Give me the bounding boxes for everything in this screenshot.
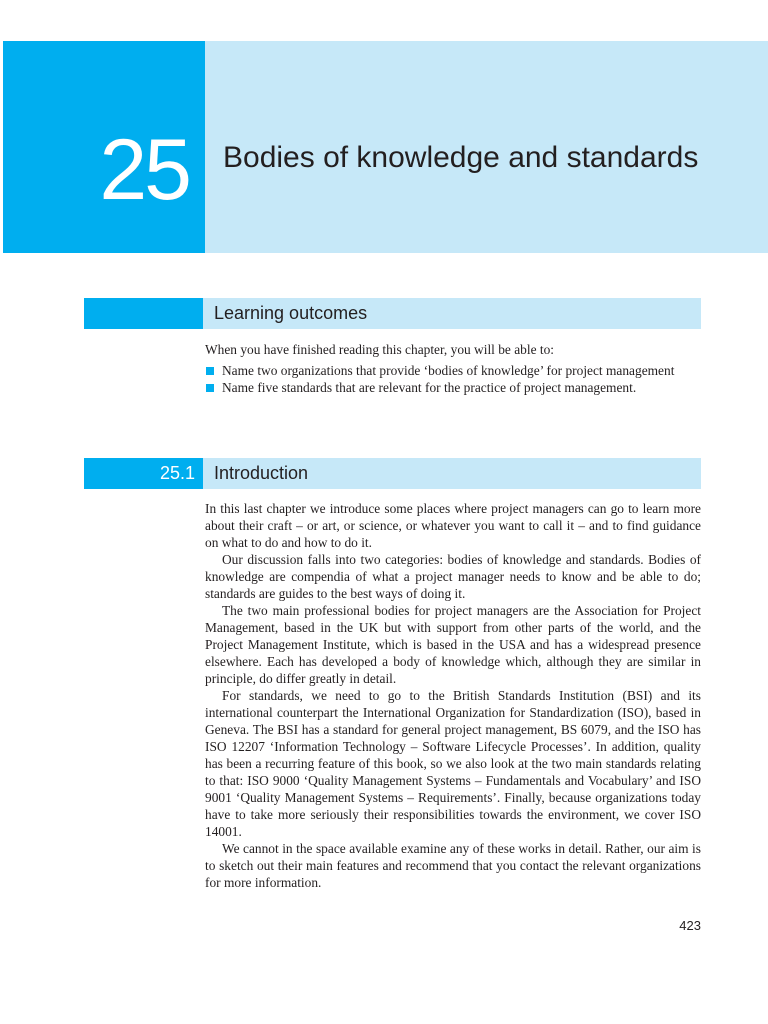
bullet-square-icon xyxy=(206,367,214,375)
page-number: 423 xyxy=(679,918,701,933)
section-heading: Introduction xyxy=(214,463,309,483)
list-item-text: Name two organizations that provide ‘bodies of knowledge’ for project management xyxy=(222,363,675,378)
chapter-number-block xyxy=(3,41,205,253)
chapter-number: 25 xyxy=(99,122,189,218)
learning-outcomes-marker xyxy=(84,298,203,329)
paragraph: In this last chapter we introduce some places where project managers can go to learn more about their craft – or art, or science, or whatever you want to call it – and to find guidance on what to do and how to do it. xyxy=(205,501,701,550)
learning-outcomes-heading: Learning outcomes xyxy=(214,303,368,323)
section-number-block xyxy=(84,458,203,489)
section-body xyxy=(205,500,701,891)
paragraph: Our discussion falls into two categories: bodies of knowledge and standards. Bodies of knowledge are compendia of what a project manager needs to know and be able to do; standards are guides to the best ways of doing it. xyxy=(205,552,701,601)
chapter-banner xyxy=(3,41,768,253)
list-item xyxy=(205,379,701,396)
paragraph: We cannot in the space available examine any of these works in detail. Rather, our aim is to sketch out their main features and recommend that you contact the relevant organizations for more information. xyxy=(205,841,701,890)
paragraph: For standards, we need to go to the British Standards Institution (BSI) and its international counterpart the International Organization for Standardization (ISO), based in Geneva. The BSI has a standard for general project management, BS 6079, and the ISO has ISO 12207 ‘Information Technology – Software Lifecycle Processes’. In addition, quality has been a recurring feature of this book, so we also look at the two main standards relating to that: ISO 9000 ‘Quality Management Systems – Fundamentals and Vocabulary’ and ISO 9001 ‘Quality Management Systems – Requirements’. Finally, because organizations today have to take more seriously their responsibilities towards the environment, we cover ISO 14001. xyxy=(205,688,701,839)
section-header xyxy=(84,458,701,489)
bullet-square-icon xyxy=(206,384,214,392)
learning-outcomes-body xyxy=(205,341,701,396)
paragraph: The two main professional bodies for project managers are the Association for Project Management, based in the UK but with support from other parts of the world, and the Project Management Institute, which is based in the USA and has a widespread presence elsewhere. Each has developed a body of knowledge which, although they are similar in principle, do differ greatly in detail. xyxy=(205,603,701,686)
learning-outcomes-intro: When you have finished reading this chapter, you will be able to: xyxy=(205,342,555,357)
chapter-title: Bodies of knowledge and standards xyxy=(223,141,699,174)
learning-outcomes-list xyxy=(205,362,701,396)
list-item xyxy=(205,362,701,379)
learning-outcomes-header xyxy=(84,298,701,329)
section-number: 25.1 xyxy=(159,463,195,483)
list-item-text: Name five standards that are relevant for the practice of project management. xyxy=(222,380,637,395)
